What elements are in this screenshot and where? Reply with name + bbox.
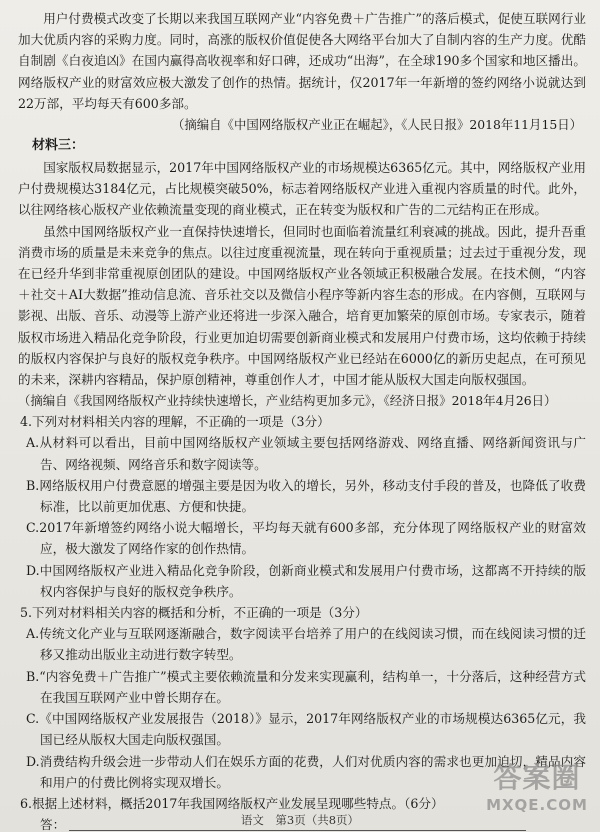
question-4 [18,411,586,602]
source-citation-2: （摘编自《我国网络版权产业持续快速增长，产业结构更加多元》，《经济日报》2018年4月26日） [18,393,557,409]
watermark-top-text: 答案圈 [493,761,581,794]
question-5-option-b: B.“内容免费＋广告推广”模式主要依赖流量和分发来实现赢利，结构单一，十分落后，这种经营方式在我国互联网产业中曾长期存在。 [26,668,586,705]
question-5-stem: 5.下列对材料相关内容的概括和分析，不正确的一项是（3分） [20,605,368,621]
question-4-stem: 4.下列对材料相关内容的理解，不正确的一项是（3分） [20,414,330,430]
source-citation-1: （摘编自《中国网络版权产业正在崛起》，《人民日报》2018年11月15日） [172,117,582,133]
watermark-logo [482,756,592,814]
top-paragraph: 用户付费模式改变了长期以来我国互联网产业“内容免费＋广告推广”的落后模式，促使互联网行业加大优质内容的采购力度。同时，高涨的版权价值促使各大网络平台加大了自制内容的生产力度。优酷自制剧《白夜追凶》在国内赢得高收视率和好口碑，还成功“出海”，在全球190多个国家和地区播出。网络版权产业的财富效应极大激发了创作的热情。据统计，仅2017年一年新增的签约网络小说就达到22万部，平均每天有600多部。 [18,11,586,111]
question-5-option-d: D.消费结构升级会进一步带动人们在娱乐方面的花费，人们对优质内容的需求也更加迫切，精品内容和用户的付费比例将实现双增长。 [26,753,586,790]
question-4-option-a: A.从材料可以看出，目前中国网络版权产业领域主要包括网络游戏、网络直播、网络新闻资讯与广告、网络视频、网络音乐和数字阅读等。 [26,435,586,472]
answer-label: 答： [40,817,66,832]
question-5-option-a: A.传统文化产业与互联网逐渐融合，数字阅读平台培养了用户的在线阅读习惯，而在线阅读习惯的迁移又推动出版业主动进行数字转型。 [26,626,586,663]
question-5-option-c: C.《中国网络版权产业发展报告（2018）》显示，2017年网络版权产业的市场规模达6365亿元，我国已经从版权大国走向版权强国。 [26,711,586,748]
material-3-heading: 材料三： [32,138,85,154]
question-4-option-d: D.中国网络版权产业进入精品化竞争阶段，创新商业模式和发展用户付费市场，这都离不开持续的版权内容保护与良好的版权竞争秩序。 [26,562,586,599]
question-4-option-b: B.网络版权用户付费意愿的增强主要是因为收入的增长，另外，移动支付手段的普及，也降低了收费标准，比以前更加优惠、方便和快捷。 [26,477,586,515]
question-4-option-c: C.2017年新增签约网络小说大幅增长，平均每天就有600多部，充分体现了网络版权产业的财富效应，极大激发了网络作家的创作热情。 [26,520,586,557]
material-3-paragraph-2: 虽然中国网络版权产业一直保持快速增长，但同时也面临着流量红利衰减的挑战。因此，提升吾重消费市场的质量是未来竞争的焦点。以往过度重视流量，现在转向于重视质量；过去过于重视分发，现在已经升华到非常重视原创团队的建设。中国网络版权产业各领域正积极融合发展。在技术侧，“内容＋社交＋AI大数据”推动信息流、音乐社交以及微信小程序等新内容生态的形成。在内容侧，互联网与影视、出版、音乐、动漫等上游产业还将进一步深入融合，培育更加繁荣的原创市场。专家表示，随着版权市场进入精品化竞争阶段，行业更加迫切需要创新商业模式和发展用户付费市场，这均依赖于持续的版权内容保护与良好的版权竞争秩序。中国网络版权产业已经站在6000亿的新历史起点，在可预见的未来，深耕内容精品，保护原创精神，尊重创作人才，中国才能从版权大国走向版权强国。 [18,223,586,388]
page-footer: 语文 第3页（共8页） [240,813,360,827]
watermark-bottom-text: MXQE.COM [486,796,588,814]
question-6-stem: 6.根据上述材料，概括2017年我国网络版权产业发展呈现哪些特点。（6分） [20,795,444,811]
material-3-paragraph-1: 国家版权局数据显示，2017年中国网络版权产业的市场规模达6365亿元。其中，网络版权产业用户付费规模达3184亿元，占比规模突破50%，标志着网络版权产业进入重视内容质量的时代。此外，以往网络核心版权产业依赖流量变现的商业模式，正在转变为版权和广告的二元结构正在形成。 [18,160,586,218]
